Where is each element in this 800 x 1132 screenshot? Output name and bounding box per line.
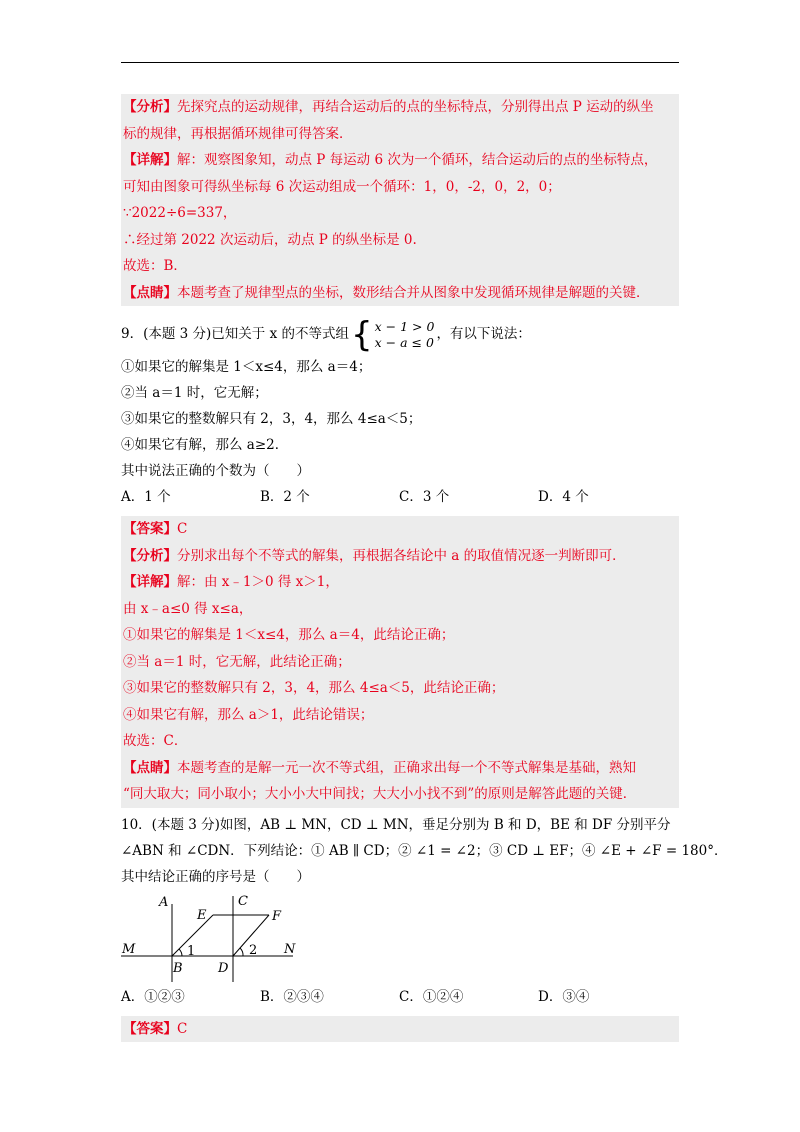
detail-tag: 【详解】: [123, 152, 177, 168]
header-rule: [121, 62, 679, 63]
label-2: 2: [249, 942, 258, 958]
angle-2-arc: [240, 948, 243, 956]
analysis-text: 分别求出每个不等式的解集，再根据各结论中 a 的取值情况逐一判断即可．: [177, 547, 626, 564]
option-c: C．①②④: [399, 988, 464, 1005]
q10-solution-box: [121, 1016, 679, 1043]
statement-4: ④如果它有解，那么 a≥2．: [121, 437, 289, 453]
q9-options: [121, 484, 679, 510]
label-d: D: [218, 960, 229, 976]
answer-text: C: [177, 1020, 188, 1037]
detail-text-3: ∵2022÷6=337，: [123, 205, 237, 221]
q10-options: [121, 984, 679, 1010]
question-9: [121, 314, 679, 510]
q10-line-3: 其中结论正确的序号是（ ）: [121, 868, 310, 885]
question-10: [121, 812, 728, 1010]
q9-ask: 其中说法正确的个数为（ ）: [121, 463, 310, 479]
detail-text-2: 由 x﹣a≤0 得 x≤a，: [123, 600, 253, 617]
q10-line-1: 10．(本题 3 分)如图，AB ⊥ MN，CD ⊥ MN，垂足分别为 B 和 D，BE 和 DF 分别平分: [121, 816, 671, 833]
detail-text-4: ②当 a＝1 时，它无解，此结论正确；: [123, 653, 351, 670]
q10-line-2: ∠ABN 和 ∠CDN．下列结论：① AB ∥ CD；② ∠1 = ∠2；③ CD ⊥ EF；④ ∠E + ∠F = 180°．: [121, 842, 728, 859]
label-b: B: [173, 960, 183, 976]
option-a: A．1 个: [121, 489, 171, 505]
analysis-text-2: 标的规律，再根据循环规律可得答案．: [123, 125, 353, 142]
inequality-2: x − a ≤ 0: [374, 334, 434, 350]
q9-stem: 9．(本题 3 分)已知关于 x 的不等式组: [121, 326, 349, 342]
analysis-tag: 【分析】: [123, 547, 177, 564]
page-content: [121, 94, 728, 1042]
inequality-system: [351, 314, 435, 355]
brace-icon: {: [351, 314, 373, 355]
label-c: C: [238, 893, 248, 909]
comment-text-2: “同大取大；同小取小；大小小大中间找；大大小小找不到”的原则是解答此题的关键．: [123, 786, 637, 802]
q9-stem-tail: ，有以下说法：: [436, 326, 531, 342]
detail-text-7: 故选：C．: [123, 733, 188, 749]
label-m: M: [122, 941, 136, 957]
detail-text: 解：观察图象知，动点 P 每运动 6 次为一个循环，结合运动后的点的坐标特点，: [177, 152, 658, 168]
option-c: C．3 个: [399, 489, 450, 505]
comment-text: 本题考查了规律型点的坐标，数形结合并从图象中发现循环规律是解题的关键．: [177, 284, 650, 301]
option-a: A．①②③: [121, 988, 185, 1005]
statement-3: ③如果它的整数解只有 2，3，4，那么 4≤a＜5；: [121, 411, 422, 427]
option-b: B．②③④: [260, 988, 324, 1005]
statement-1: ①如果它的解集是 1＜x≤4，那么 a＝4；: [121, 359, 372, 375]
answer-text: C: [177, 521, 188, 537]
answer-tag: 【答案】: [123, 1020, 177, 1037]
q8-solution-box: [121, 94, 679, 306]
label-n: N: [284, 941, 296, 957]
angle-1-arc: [179, 949, 182, 956]
label-e: E: [197, 907, 207, 923]
comment-text: 本题考查的是解一元一次不等式组，正确求出每一个不等式解集是基础，熟知: [177, 759, 636, 776]
detail-text-2: 可知由图象可得纵坐标每 6 次运动组成一个循环：1，0，-2，0，2，0；: [123, 178, 561, 195]
label-a: A: [159, 894, 169, 910]
q9-solution-box: [121, 516, 679, 808]
answer-tag: 【答案】: [123, 521, 177, 537]
label-f: F: [272, 908, 282, 924]
comment-tag: 【点睛】: [123, 284, 177, 301]
detail-text-3: ①如果它的解集是 1＜x≤4，那么 a＝4，此结论正确；: [123, 627, 455, 643]
option-d: D．③④: [538, 988, 590, 1005]
inequality-1: x − 1 > 0: [374, 318, 435, 334]
option-b: B．2 个: [260, 489, 310, 505]
detail-text-6: ④如果它有解，那么 a＞1，此结论错误；: [123, 706, 374, 723]
detail-text-4: ∴经过第 2022 次运动后，动点 P 的纵坐标是 0.: [123, 231, 417, 248]
option-d: D．4 个: [538, 489, 589, 505]
detail-tag: 【详解】: [123, 574, 177, 590]
detail-text-5: ③如果它的整数解只有 2，3，4，那么 4≤a＜5，此结论正确；: [123, 680, 505, 696]
label-1: 1: [187, 943, 196, 959]
detail-text: 解：由 x﹣1＞0 得 x＞1，: [177, 574, 339, 590]
detail-text-5: 故选：B．: [123, 258, 187, 274]
geometry-figure: [121, 894, 679, 984]
analysis-text: 先探究点的运动规律，再结合运动后的点的坐标特点，分别得出点 P 运动的纵坐: [177, 99, 654, 115]
analysis-tag: 【分析】: [123, 99, 177, 115]
comment-tag: 【点睛】: [123, 759, 177, 776]
statement-2: ②当 a＝1 时，它无解；: [121, 385, 268, 401]
